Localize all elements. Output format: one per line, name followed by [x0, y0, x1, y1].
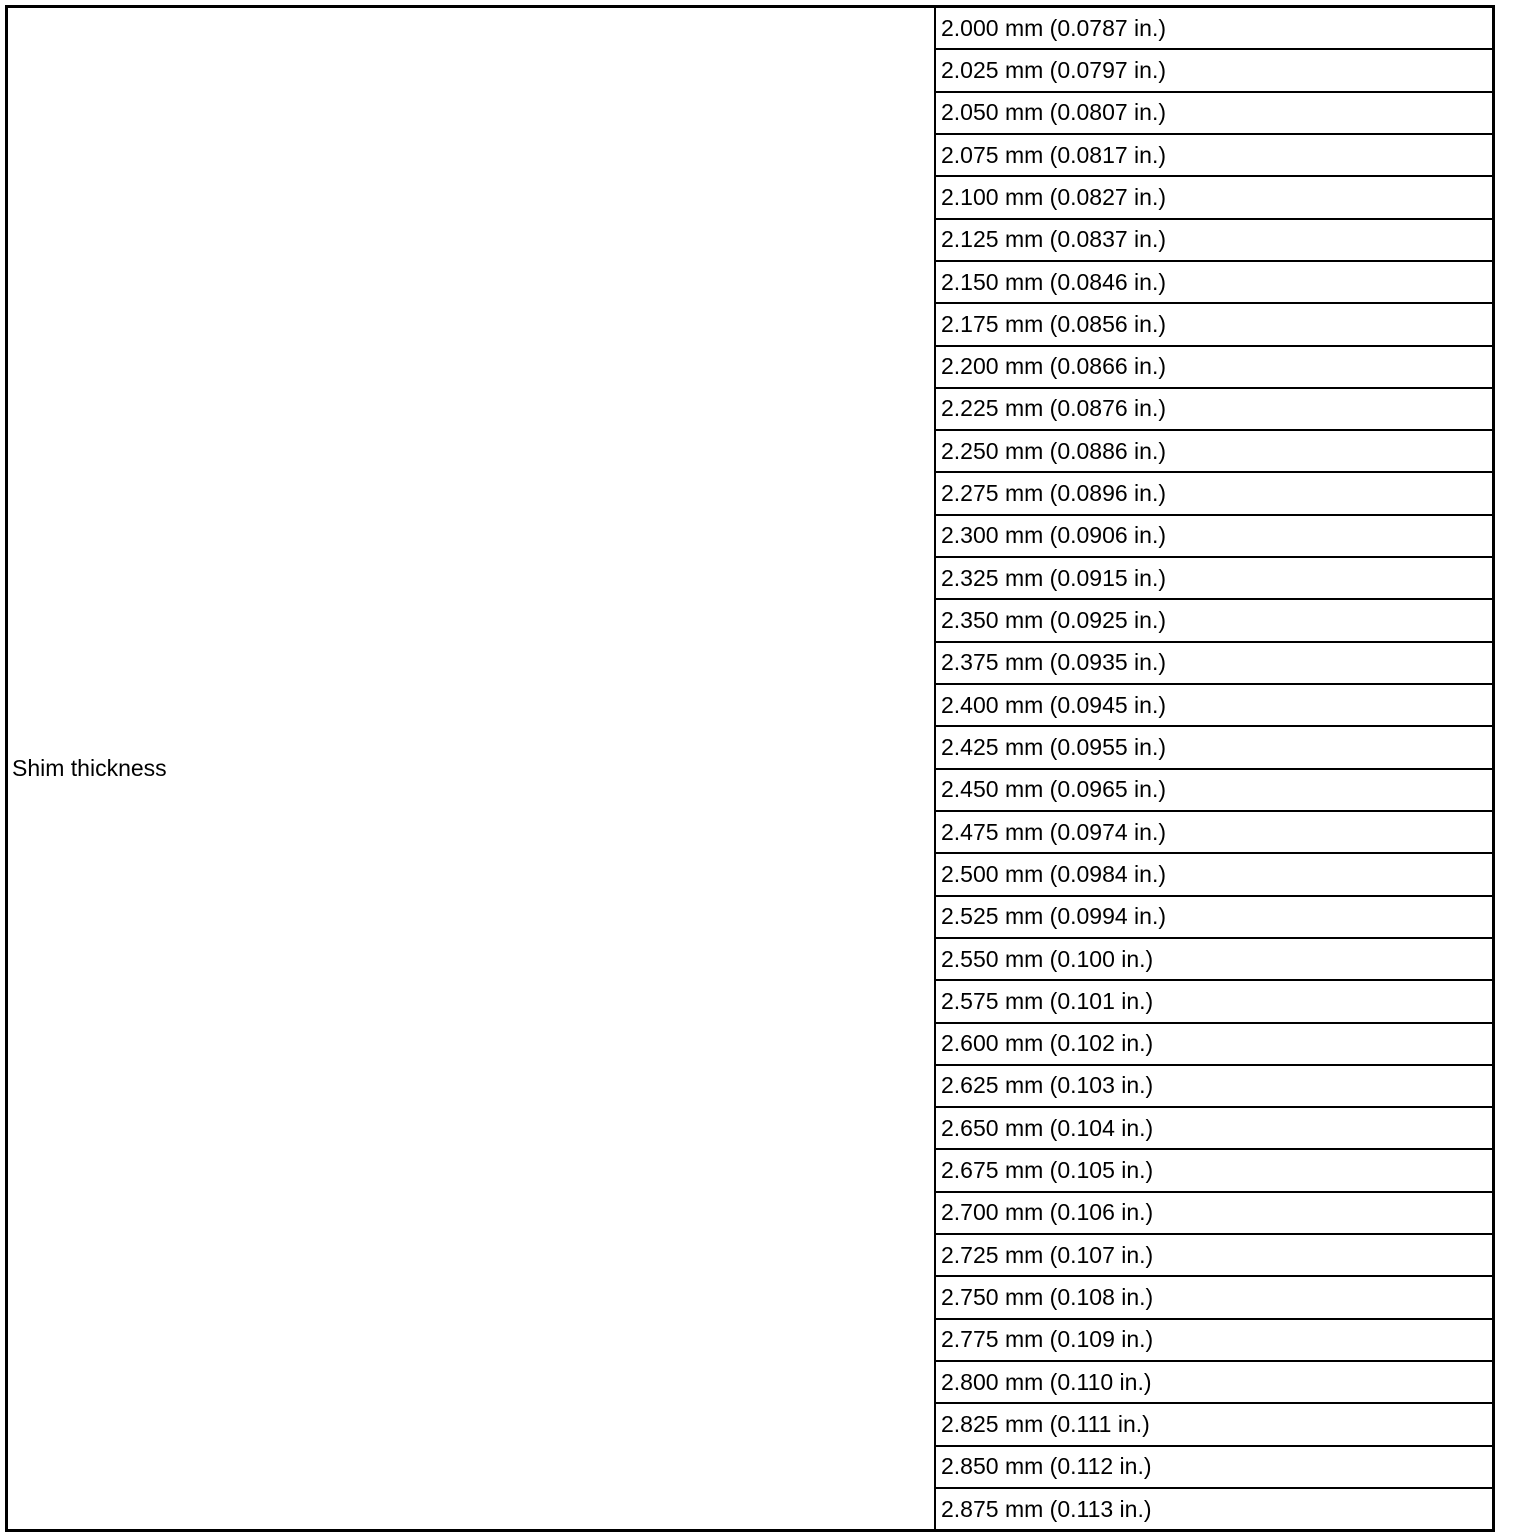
shim-thickness-value: 2.075 mm (0.0817 in.): [941, 141, 1167, 168]
shim-thickness-value: 2.450 mm (0.0965 in.): [941, 776, 1167, 803]
table-row: [936, 598, 1492, 640]
shim-thickness-label: Shim thickness: [12, 755, 167, 781]
shim-thickness-value: 2.225 mm (0.0876 in.): [941, 395, 1167, 422]
table-row: [936, 725, 1492, 767]
table-row: [936, 810, 1492, 852]
table-row: [936, 260, 1492, 302]
shim-thickness-value: 2.850 mm (0.112 in.): [941, 1453, 1152, 1480]
shim-thickness-value: 2.525 mm (0.0994 in.): [941, 903, 1167, 930]
shim-thickness-value: 2.000 mm (0.0787 in.): [941, 14, 1167, 41]
table-row: [936, 218, 1492, 260]
shim-thickness-value: 2.475 mm (0.0974 in.): [941, 818, 1167, 845]
shim-thickness-label-cell: [8, 8, 936, 1529]
shim-thickness-value: 2.750 mm (0.108 in.): [941, 1284, 1154, 1311]
table-row: [936, 302, 1492, 344]
shim-thickness-value: 2.600 mm (0.102 in.): [941, 1030, 1154, 1057]
table-row: [936, 937, 1492, 979]
table-row: [936, 1318, 1492, 1360]
table-row: [936, 1487, 1492, 1529]
shim-thickness-value: 2.625 mm (0.103 in.): [941, 1072, 1154, 1099]
table-row: [936, 48, 1492, 90]
table-row: [936, 1402, 1492, 1444]
shim-thickness-value: 2.875 mm (0.113 in.): [941, 1495, 1152, 1522]
shim-thickness-value: 2.050 mm (0.0807 in.): [941, 99, 1167, 126]
table-row: [936, 1360, 1492, 1402]
table-row: [936, 852, 1492, 894]
shim-thickness-value: 2.700 mm (0.106 in.): [941, 1199, 1154, 1226]
shim-thickness-values-column: [936, 8, 1492, 1529]
table-row: [936, 641, 1492, 683]
table-row: [936, 345, 1492, 387]
shim-thickness-value: 2.775 mm (0.109 in.): [941, 1326, 1154, 1353]
table-row: [936, 514, 1492, 556]
table-row: [936, 683, 1492, 725]
shim-thickness-value: 2.025 mm (0.0797 in.): [941, 56, 1167, 83]
shim-thickness-value: 2.375 mm (0.0935 in.): [941, 649, 1167, 676]
table-row: [936, 979, 1492, 1021]
shim-thickness-table: [5, 5, 1495, 1532]
table-row: [936, 387, 1492, 429]
table-row: [936, 1233, 1492, 1275]
table-row: [936, 1445, 1492, 1487]
table-row: [936, 91, 1492, 133]
shim-thickness-value: 2.400 mm (0.0945 in.): [941, 691, 1167, 718]
table-row: [936, 1106, 1492, 1148]
table-row: [936, 1148, 1492, 1190]
shim-thickness-value: 2.800 mm (0.110 in.): [941, 1368, 1152, 1395]
table-row: [936, 1064, 1492, 1106]
shim-thickness-value: 2.275 mm (0.0896 in.): [941, 480, 1167, 507]
table-row: [936, 133, 1492, 175]
table-row: [936, 1022, 1492, 1064]
shim-thickness-value: 2.675 mm (0.105 in.): [941, 1157, 1154, 1184]
shim-thickness-value: 2.250 mm (0.0886 in.): [941, 437, 1167, 464]
shim-thickness-value: 2.125 mm (0.0837 in.): [941, 226, 1167, 253]
shim-thickness-value: 2.100 mm (0.0827 in.): [941, 183, 1167, 210]
table-row: [936, 429, 1492, 471]
table-row: [936, 471, 1492, 513]
shim-thickness-value: 2.725 mm (0.107 in.): [941, 1241, 1154, 1268]
shim-thickness-value: 2.550 mm (0.100 in.): [941, 945, 1154, 972]
shim-thickness-value: 2.425 mm (0.0955 in.): [941, 733, 1167, 760]
table-row: [936, 895, 1492, 937]
shim-thickness-value: 2.500 mm (0.0984 in.): [941, 860, 1167, 887]
shim-thickness-value: 2.650 mm (0.104 in.): [941, 1114, 1154, 1141]
shim-thickness-value: 2.300 mm (0.0906 in.): [941, 522, 1167, 549]
shim-thickness-value: 2.175 mm (0.0856 in.): [941, 310, 1167, 337]
table-row: [936, 1275, 1492, 1317]
table-row: [936, 175, 1492, 217]
table-row: [936, 556, 1492, 598]
shim-thickness-value: 2.200 mm (0.0866 in.): [941, 353, 1167, 380]
table-row: [936, 8, 1492, 48]
shim-thickness-value: 2.325 mm (0.0915 in.): [941, 564, 1167, 591]
shim-thickness-value: 2.150 mm (0.0846 in.): [941, 268, 1167, 295]
table-row: [936, 1191, 1492, 1233]
shim-thickness-value: 2.825 mm (0.111 in.): [941, 1410, 1150, 1437]
table-row: [936, 768, 1492, 810]
shim-thickness-value: 2.350 mm (0.0925 in.): [941, 607, 1167, 634]
shim-thickness-value: 2.575 mm (0.101 in.): [941, 987, 1154, 1014]
